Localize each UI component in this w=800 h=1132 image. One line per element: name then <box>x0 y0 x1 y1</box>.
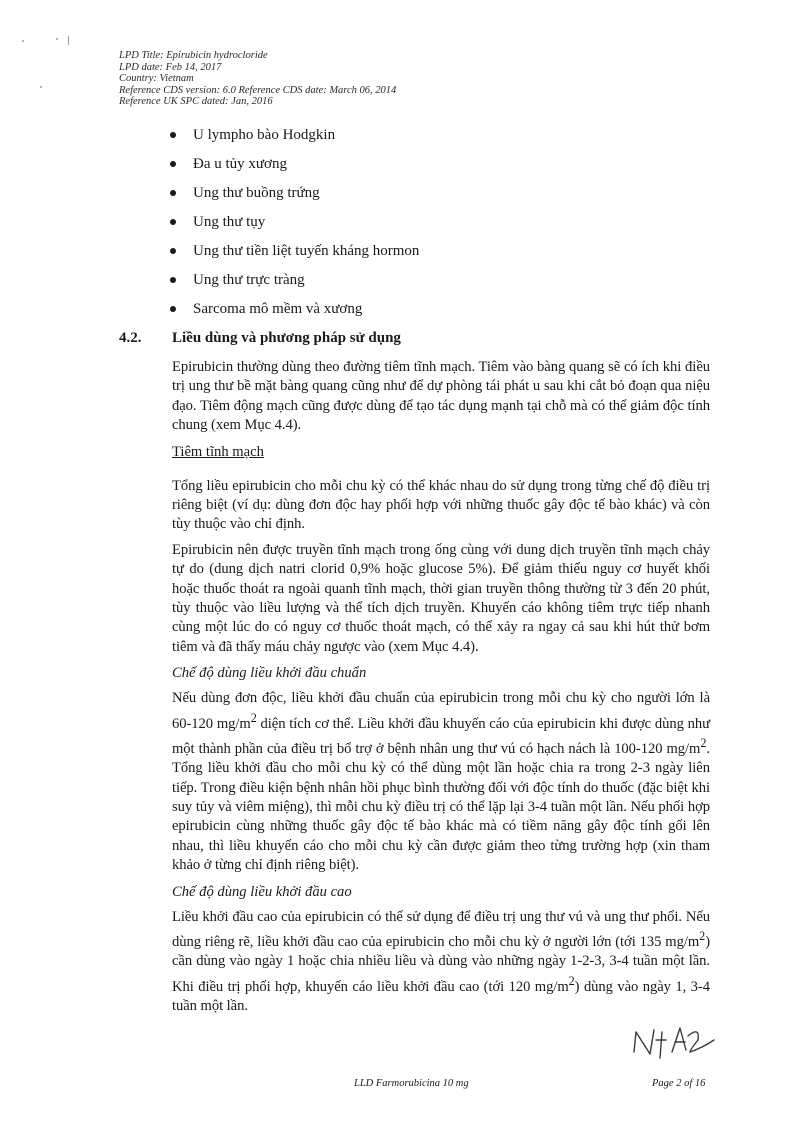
bullet-dot-icon <box>170 306 176 312</box>
indication-list <box>168 124 419 327</box>
footer-page-number: Page 2 of 16 <box>652 1078 706 1089</box>
bullet-dot-icon <box>170 161 176 167</box>
list-item: Đa u tủy xương <box>168 153 419 182</box>
header-lpd-title: LPD Title: Epirubicin hydrocloride <box>119 50 268 61</box>
bullet-dot-icon <box>170 132 176 138</box>
scan-speck <box>68 36 69 45</box>
footer-document-name: LLD Farmorubicina 10 mg <box>354 1078 469 1089</box>
section-body <box>172 358 710 1016</box>
bullet-dot-icon <box>170 219 176 225</box>
paragraph-high-dose: Liều khởi đầu cao của epirubicin có thể sử dụng để điều trị ung thư vú và ung thư phổi. Nếu dùng riêng rẽ, liều khởi đầu cao của epirubicin cho mỗi chu kỳ ở người lớn (tới 135 $mg/m^2$) cần dùng vào ngày 1 hoặc chia nhiều liều và dùng vào những ngày 1-2-3, 3-4 tuần một lần. Khi điều trị phối hợp, khuyến cáo liều khởi đầu cao (tới 120 $mg/m^2$) dùng vào ngày 1, 3-4 tuần một lần. <box>172 908 710 1014</box>
list-item: Ung thư trực tràng <box>168 269 419 298</box>
bullet-dot-icon <box>170 248 176 254</box>
paragraph-infusion: Epirubicin nên được truyền tĩnh mạch trong ống cùng với dung dịch truyền tĩnh mạch chảy tự do (dung dịch natri clorid 0,9% hoặc glucose 5%). Để giảm thiểu nguy cơ huyết khối hoặc thuốc thoát ra ngoài quanh tĩnh mạch, thời gian truyền thông thường từ 3 đến 20 phút, tùy thuộc vào liều lượng và thể tích dịch truyền. Khuyến cáo không tiêm trực tiếp nhanh cùng một lúc do có nguy cơ thuốc thoát mạch, có thể xảy ra ngay cả sau khi hút thử bơm tiêm và đã thấy máu chảy ngược vào (xem Mục 4.4). <box>172 541 710 655</box>
list-item: Ung thư tụy <box>168 211 419 240</box>
section-number: 4.2. <box>119 330 142 346</box>
list-item: Ung thư tiền liệt tuyến kháng hormon <box>168 240 419 269</box>
header-country: Country: Vietnam <box>119 73 194 85</box>
scan-speck <box>40 86 42 88</box>
section-title: Liều dùng và phương pháp sử dụng <box>172 330 401 346</box>
subheading-high-dose: Chế độ dùng liều khởi đầu cao <box>172 883 352 900</box>
handwritten-signature-icon <box>628 1018 718 1066</box>
list-item: Sarcoma mô mềm và xương <box>168 298 419 327</box>
header-cds-reference: Reference CDS version: 6.0 Reference CDS date: March 06, 2014 <box>119 84 397 96</box>
subheading-iv-injection: Tiêm tĩnh mạch <box>172 443 264 460</box>
header-lpd-date: LPD date: Feb 14, 2017 <box>119 61 222 73</box>
header-spc-reference: Reference UK SPC dated: Jan, 2016 <box>119 96 273 108</box>
list-item: Ung thư buồng trứng <box>168 182 419 211</box>
bullet-dot-icon <box>170 190 176 196</box>
document-header <box>119 50 539 108</box>
bullet-dot-icon <box>170 277 176 283</box>
scan-speck <box>56 38 58 40</box>
paragraph-standard-dose: Nếu dùng đơn độc, liều khởi đầu chuẩn của epirubicin trong mỗi chu kỳ cho người lớn là 60-120 $mg/m^2$ diện tích cơ thể. Liều khởi đầu khuyến cáo của epirubicin khi được dùng như một thành phần của điều trị bổ trợ ở bệnh nhân ung thư vú có hạch nách là 100-120 $mg/m^2$. Tổng liều khởi đầu cho mỗi chu kỳ có thể dùng một lần hoặc chia ra trong 2-3 ngày liên tiếp. Trong điều kiện bệnh nhân hồi phục bình thường đối với độc tính do thuốc (đặc biệt khi suy tủy và viêm miệng), thì mỗi chu kỳ điều trị có thể lặp lại 3-4 tuần một lần. Nếu phối hợp epirubicin cùng những thuốc gây độc tế bào khác mà có tiềm năng gây độc tính gối lên nhau, thì liều khuyến cáo cho mỗi chu kỳ cần được giảm theo từng trường hợp (xin tham khảo ở từng chỉ định riêng biệt). <box>172 690 711 874</box>
list-item: U lympho bào Hodgkin <box>168 124 419 153</box>
scan-speck <box>22 40 24 42</box>
subheading-standard-dose: Chế độ dùng liều khởi đầu chuẩn <box>172 665 367 682</box>
paragraph-route: Epirubicin thường dùng theo đường tiêm tĩnh mạch. Tiêm vào bàng quang sẽ có ích khi điều trị ung thư bề mặt bàng quang cũng như để dự phòng tái phát u sau khi cắt bỏ đoạn qua niệu đạo. Tiêm động mạch cũng được dùng để tạo tác dụng mạnh tại chỗ mà có thể giảm độc tính chung (xem Mục 4.4). <box>172 359 710 434</box>
paragraph-total-dose: Tổng liều epirubicin cho mỗi chu kỳ có thể khác nhau do sử dụng trong từng chế độ điều trị riêng biệt (ví dụ: dùng đơn độc hay phối hợp với những thuốc gây độc tế bào khác) và còn tùy thuộc vào chỉ định. <box>172 477 710 533</box>
